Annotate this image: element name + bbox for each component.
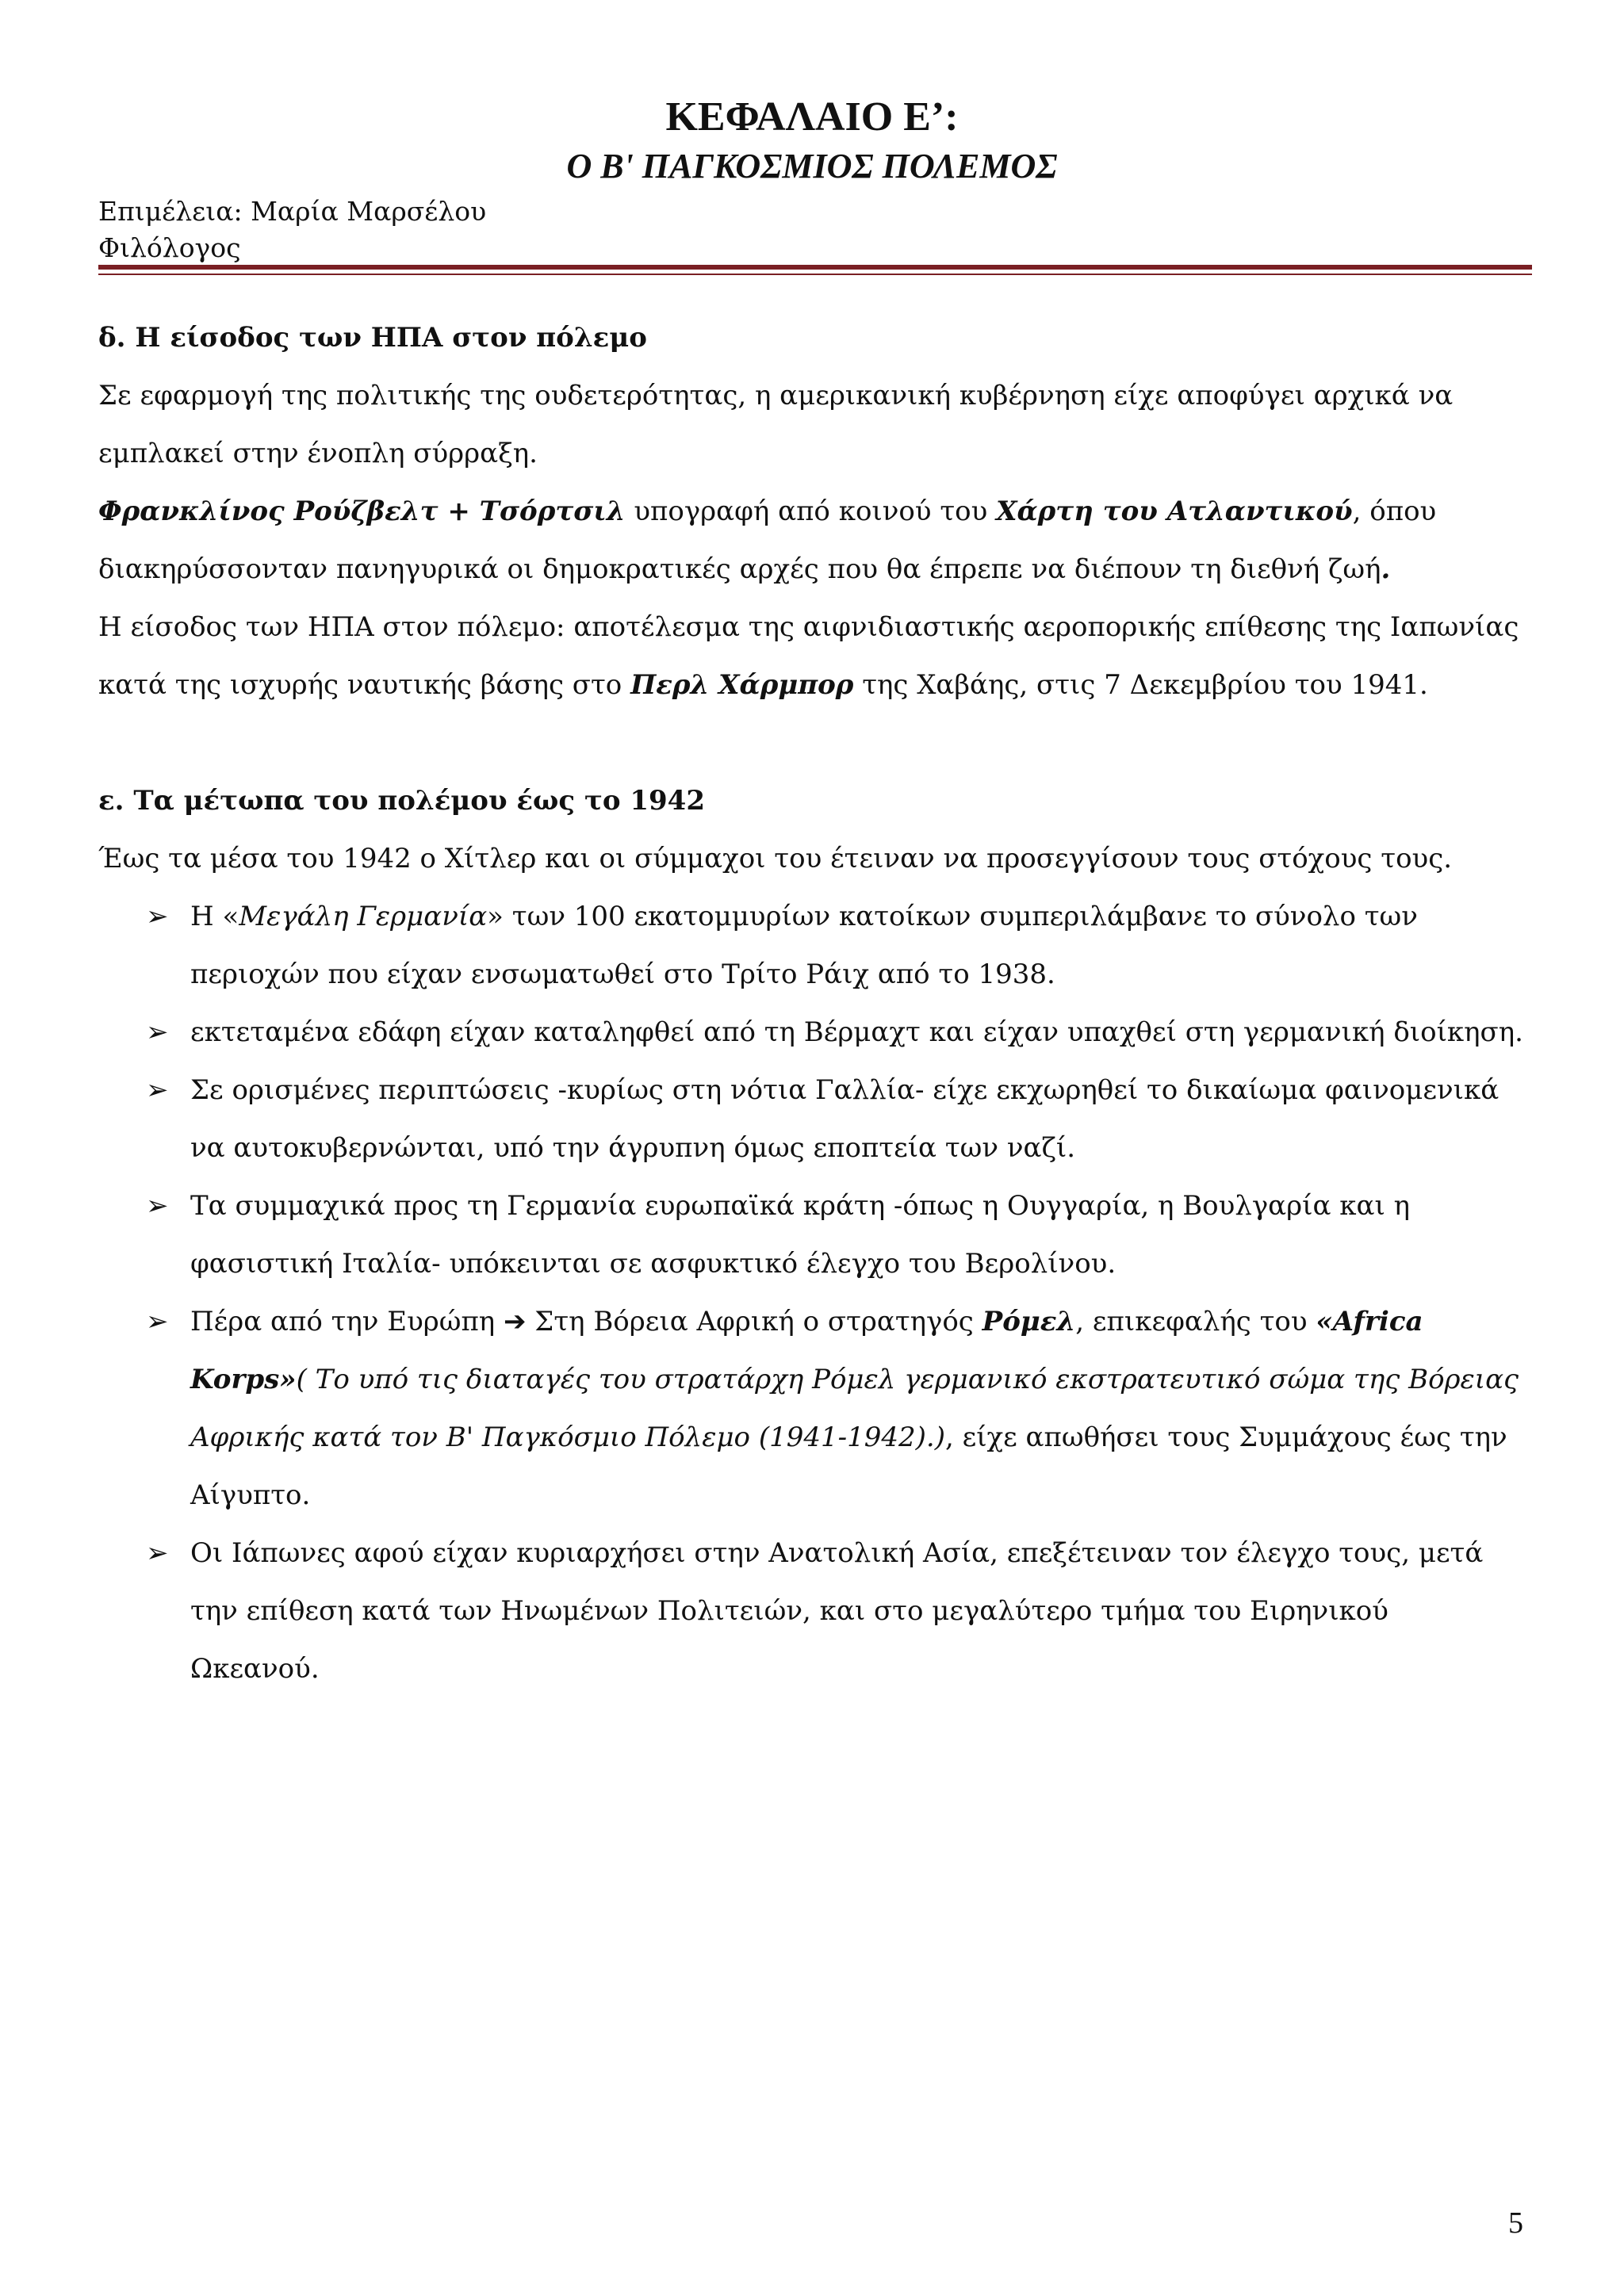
arrow-bullet-icon: ➢ [146,1537,169,1569]
leaders-text: Φρανκλίνος Ρούζβελτ + Τσόρτσιλ [98,496,626,527]
text-span: υπογραφή από κοινού του [625,496,997,527]
arrow-bullet-icon: ➢ [146,1190,169,1222]
text-span: , επικεφαλής του [1075,1306,1316,1337]
list-item [98,1525,1526,1698]
text-span: Η « [190,901,239,932]
text-span: » των 100 εκατομμυρίων κατοίκων συμπεριλάμβανε το σύνολο των περιοχών που είχαν ενσωματωθεί στο Τρίτο Ράιχ από το 1938. [190,901,1418,990]
text-span: εκτεταμένα εδάφη είχαν καταληφθεί από τη Βέρμαχτ και είχαν υπαχθεί στη γερμανική διοίκηση. [190,1016,1523,1048]
text-span: Στη Βόρεια Αφρική ο στρατηγός [526,1306,982,1337]
arrow-bullet-icon: ➢ [146,1306,169,1337]
chapter-subtitle: Ο Β' ΠΑΓΚΟΣΜΙΟΣ ΠΟΛΕΜΟΣ [566,147,1058,186]
arrow-bullet-icon: ➢ [146,1074,169,1106]
greater-germany-text: Μεγάλη Γερμανία [239,901,488,932]
text-span: , είχε απωθήσει τους Συμμάχους έως την Αίγυπτο. [190,1422,1507,1511]
editor-name: Επιμέλεια: Μαρία Μαρσέλου [98,196,487,227]
section-spacer [98,714,1526,772]
list-item [98,1062,1526,1177]
section-heading-e: ε. Τα μέτωπα του πολέμου έως το 1942 [98,785,705,817]
document-body [98,309,1526,1698]
section-heading-d: δ. Η είσοδος των ΗΠΑ στον πόλεμο [98,322,647,354]
text-span: της Χαβάης, στις 7 Δεκεμβρίου του 1941. [853,669,1428,701]
text-span: Σε ορισμένες περιπτώσεις -κυρίως στη νότια Γαλλία- είχε εκχωρηθεί το δικαίωμα φαινομενικά να αυτοκυβερνώνται, υπό την άγρυπνη όμως εποπτεία των ναζί. [190,1074,1500,1164]
text-span: Η είσοδος των ΗΠΑ στον πόλεμο: αποτέλεσμα της αιφνιδιαστικής αεροπορικής επίθεσης της Ιαπωνίας κατά της ισχυρής ναυτικής βάσης στο [98,611,1519,701]
page-number: 5 [1508,2206,1523,2240]
editor-credit [98,193,486,266]
list-item [98,888,1526,1004]
arrow-bullet-icon: ➢ [146,901,169,932]
rommel-text: Ρόμελ [982,1306,1076,1337]
right-arrow-icon: ➔ [503,1306,527,1337]
atlantic-charter-text: Χάρτη του Ατλαντικού [996,496,1353,527]
header-divider-thick [98,265,1532,270]
text-span: . [1381,553,1391,585]
text-span: , όπου διακηρύσσονταν πανηγυρικά οι δημοκρατικές αρχές που θα έπρεπε να διέπουν τη διεθνή ζωή [98,496,1437,585]
chapter-title: ΚΕΦΑΛΑΙΟ Ε’: [665,94,959,140]
paragraph-atlantic-charter [98,483,1526,599]
text-span: Πέρα από την Ευρώπη [190,1306,504,1337]
list-item [98,1293,1526,1525]
africa-korps-note: ( Το υπό τις διαταγές του στρατάρχη Ρόμελ γερμανικό εκστρατευτικό σώμα της Βόρειας Αφρικής κατά τον Β' Παγκόσμιο Πόλεμο (1941-1942).) [190,1364,1519,1453]
header-divider-thin [98,274,1532,275]
paragraph-intro-1942: Έως τα μέσα του 1942 ο Χίτλερ και οι σύμμαχοι του έτειναν να προσεγγίσουν τους στόχους τους. [98,843,1453,874]
pearl-harbor-text: Περλ Χάρμπορ [630,669,854,701]
africa-korps-text: «Africa Korps» [190,1306,1423,1395]
fronts-bullet-list [98,888,1526,1698]
list-item [98,1177,1526,1293]
paragraph-pearl-harbor [98,599,1526,714]
editor-role: Φιλόλογος [98,232,241,263]
arrow-bullet-icon: ➢ [146,1016,169,1048]
text-span: Τα συμμαχικά προς τη Γερμανία ευρωπαϊκά κράτη -όπως η Ουγγαρία, η Βουλγαρία και η φασιστική Ιταλία- υπόκεινται σε ασφυκτικό έλεγχο του Βερολίνου. [190,1190,1410,1280]
paragraph-neutrality: Σε εφαρμογή της πολιτικής της ουδετερότητας, η αμερικανική κυβέρνηση είχε αποφύγει αρχικά να εμπλακεί στην ένοπλη σύρραξη. [98,380,1454,469]
list-item [98,1004,1526,1062]
text-span: Οι Ιάπωνες αφού είχαν κυριαρχήσει στην Ανατολική Ασία, επεξέτειναν τον έλεγχο τους, μετά την επίθεση κατά των Ηνωμένων Πολιτειών, και στο μεγαλύτερο τμήμα του Ειρηνικού Ωκεανού. [190,1537,1484,1685]
